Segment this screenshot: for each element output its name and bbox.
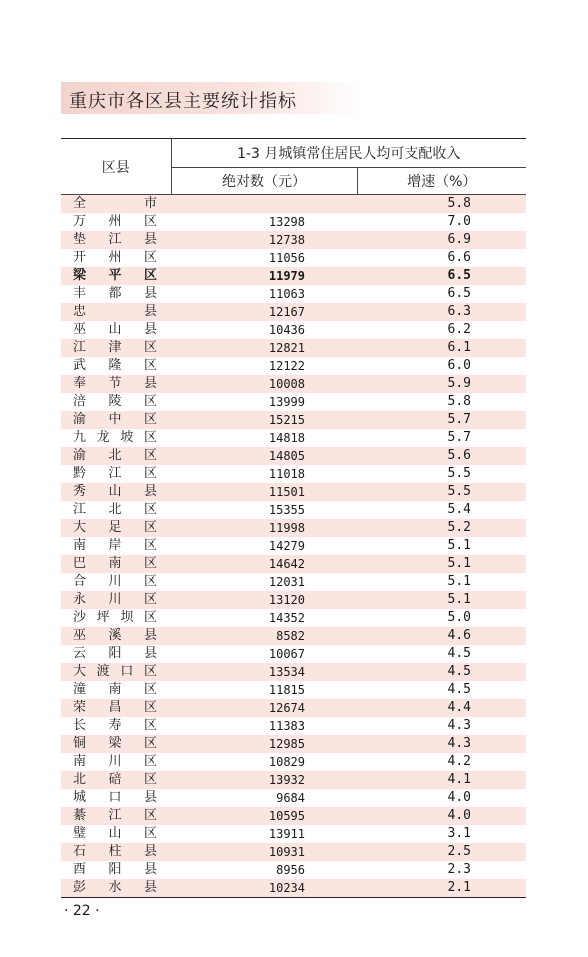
region-char: 山 xyxy=(108,484,122,499)
growth-rate-cell: 6.5 xyxy=(357,285,526,303)
region-char: 云 xyxy=(73,646,87,661)
region-char: 区 xyxy=(143,754,157,769)
absolute-income-cell: 13911 xyxy=(171,825,357,843)
region-char: 市 xyxy=(143,196,157,211)
table-row xyxy=(61,411,526,429)
growth-rate-cell: 4.3 xyxy=(357,717,526,735)
absolute-income-cell: 10829 xyxy=(171,753,357,771)
growth-rate-cell: 5.1 xyxy=(357,573,526,591)
growth-rate-cell: 4.6 xyxy=(357,627,526,645)
region-char: 渝 xyxy=(73,412,87,427)
growth-rate-cell: 6.2 xyxy=(357,321,526,339)
table-row xyxy=(61,681,526,699)
region-char: 城 xyxy=(73,790,87,805)
region-char: 口 xyxy=(120,664,134,679)
absolute-income-cell: 11998 xyxy=(171,519,357,537)
region-char: 区 xyxy=(143,556,157,571)
region-char: 川 xyxy=(108,592,122,607)
region-char: 县 xyxy=(143,646,157,661)
absolute-income-cell: 12738 xyxy=(171,231,357,249)
table-row xyxy=(61,825,526,843)
region-char: 碚 xyxy=(108,772,122,787)
growth-rate-cell: 4.5 xyxy=(357,645,526,663)
growth-rate-cell: 4.2 xyxy=(357,753,526,771)
region-char: 大 xyxy=(73,664,87,679)
absolute-income-cell: 14352 xyxy=(171,609,357,627)
header-income-group: 1-3 月城镇常住居民人均可支配收入 xyxy=(171,139,526,168)
region-char: 渡 xyxy=(96,664,110,679)
absolute-income-cell: 13932 xyxy=(171,771,357,789)
growth-rate-cell: 5.9 xyxy=(357,375,526,393)
region-char: 县 xyxy=(143,304,157,319)
growth-rate-cell: 4.4 xyxy=(357,699,526,717)
region-char: 区 xyxy=(143,736,157,751)
header-region: 区县 xyxy=(61,139,171,195)
absolute-income-cell: 11383 xyxy=(171,717,357,735)
region-cell xyxy=(61,645,171,663)
region-cell xyxy=(61,465,171,483)
region-cell xyxy=(61,825,171,843)
table-body xyxy=(61,195,526,898)
growth-rate-cell: 5.1 xyxy=(357,537,526,555)
region-cell xyxy=(61,393,171,411)
region-char: 潼 xyxy=(73,682,87,697)
table-row xyxy=(61,645,526,663)
table-row xyxy=(61,519,526,537)
region-char: 忠 xyxy=(73,304,87,319)
region-char: 北 xyxy=(73,772,87,787)
table-row xyxy=(61,789,526,807)
region-char: 山 xyxy=(108,826,122,841)
absolute-income-cell: 10436 xyxy=(171,321,357,339)
region-cell xyxy=(61,771,171,789)
region-char: 彭 xyxy=(73,880,87,895)
region-char: 州 xyxy=(108,214,122,229)
region-char: 南 xyxy=(108,682,122,697)
region-char: 隆 xyxy=(108,358,122,373)
absolute-income-cell: 15355 xyxy=(171,501,357,519)
table-row xyxy=(61,267,526,285)
region-char: 区 xyxy=(143,394,157,409)
region-char: 口 xyxy=(108,790,122,805)
region-char: 州 xyxy=(108,250,122,265)
region-char: 区 xyxy=(143,250,157,265)
growth-rate-cell: 5.7 xyxy=(357,411,526,429)
table-row xyxy=(61,627,526,645)
absolute-income-cell: 12122 xyxy=(171,357,357,375)
region-char: 区 xyxy=(143,592,157,607)
table-row xyxy=(61,483,526,501)
region-cell xyxy=(61,357,171,375)
absolute-income-cell: 10595 xyxy=(171,807,357,825)
region-char: 区 xyxy=(143,430,157,445)
region-char: 坝 xyxy=(120,610,134,625)
growth-rate-cell: 6.1 xyxy=(357,339,526,357)
region-cell xyxy=(61,267,171,285)
region-char: 梁 xyxy=(73,268,87,283)
table-row xyxy=(61,321,526,339)
region-cell xyxy=(61,447,171,465)
region-cell xyxy=(61,627,171,645)
absolute-income-cell: 11063 xyxy=(171,285,357,303)
growth-rate-cell: 5.5 xyxy=(357,465,526,483)
absolute-income-cell: 11815 xyxy=(171,681,357,699)
region-char: 县 xyxy=(143,484,157,499)
region-char: 荣 xyxy=(73,700,87,715)
region-char: 北 xyxy=(108,502,122,517)
region-cell xyxy=(61,501,171,519)
absolute-income-cell: 13298 xyxy=(171,213,357,231)
table-row xyxy=(61,339,526,357)
table-row xyxy=(61,609,526,627)
absolute-income-cell: 12031 xyxy=(171,573,357,591)
growth-rate-cell: 5.1 xyxy=(357,591,526,609)
region-char: 县 xyxy=(143,376,157,391)
region-char: 江 xyxy=(108,808,122,823)
absolute-income-cell: 14642 xyxy=(171,555,357,573)
region-char: 县 xyxy=(143,862,157,877)
region-char: 渝 xyxy=(73,448,87,463)
absolute-income-cell: 13120 xyxy=(171,591,357,609)
region-cell xyxy=(61,213,171,231)
absolute-income-cell: 14805 xyxy=(171,447,357,465)
region-cell xyxy=(61,555,171,573)
region-cell xyxy=(61,681,171,699)
region-char: 秀 xyxy=(73,484,87,499)
region-char: 区 xyxy=(143,574,157,589)
region-char: 县 xyxy=(143,322,157,337)
table-row xyxy=(61,537,526,555)
growth-rate-cell: 5.2 xyxy=(357,519,526,537)
region-char: 巫 xyxy=(73,628,87,643)
absolute-income-cell: 10067 xyxy=(171,645,357,663)
absolute-income-cell: 13999 xyxy=(171,393,357,411)
region-cell xyxy=(61,591,171,609)
region-char: 柱 xyxy=(108,844,122,859)
region-char: 龙 xyxy=(96,430,110,445)
statistics-table xyxy=(61,138,526,898)
absolute-income-cell: 12167 xyxy=(171,303,357,321)
region-char: 奉 xyxy=(73,376,87,391)
table-row xyxy=(61,231,526,249)
region-char: 区 xyxy=(143,466,157,481)
region-cell xyxy=(61,717,171,735)
table-row xyxy=(61,735,526,753)
region-char: 阳 xyxy=(108,862,122,877)
region-cell xyxy=(61,789,171,807)
table-row xyxy=(61,357,526,375)
growth-rate-cell: 5.1 xyxy=(357,555,526,573)
region-char: 陵 xyxy=(108,394,122,409)
region-char: 中 xyxy=(108,412,122,427)
region-char: 开 xyxy=(73,250,87,265)
region-char: 璧 xyxy=(73,826,87,841)
region-char: 万 xyxy=(73,214,87,229)
table-row xyxy=(61,465,526,483)
growth-rate-cell: 4.5 xyxy=(357,663,526,681)
region-char xyxy=(108,195,121,213)
region-char: 北 xyxy=(108,448,122,463)
growth-rate-cell: 3.1 xyxy=(357,825,526,843)
region-char: 垫 xyxy=(73,232,87,247)
table-row xyxy=(61,447,526,465)
region-char: 区 xyxy=(143,412,157,427)
region-char: 溪 xyxy=(108,628,122,643)
region-char: 县 xyxy=(143,844,157,859)
table-row xyxy=(61,249,526,267)
region-cell xyxy=(61,663,171,681)
region-char: 合 xyxy=(73,574,87,589)
region-char: 区 xyxy=(143,268,157,283)
region-char: 丰 xyxy=(73,286,87,301)
absolute-income-cell: 11056 xyxy=(171,249,357,267)
region-char: 县 xyxy=(143,880,157,895)
region-char: 长 xyxy=(73,718,87,733)
growth-rate-cell: 6.0 xyxy=(357,357,526,375)
region-char: 江 xyxy=(108,232,122,247)
growth-rate-cell: 4.0 xyxy=(357,789,526,807)
region-char: 区 xyxy=(143,700,157,715)
absolute-income-cell: 11501 xyxy=(171,483,357,501)
table-row xyxy=(61,843,526,861)
region-char: 川 xyxy=(108,754,122,769)
region-cell xyxy=(61,321,171,339)
region-cell xyxy=(61,429,171,447)
region-cell xyxy=(61,573,171,591)
region-char: 坪 xyxy=(96,610,110,625)
growth-rate-cell: 7.0 xyxy=(357,213,526,231)
region-char: 区 xyxy=(143,448,157,463)
growth-rate-cell: 5.4 xyxy=(357,501,526,519)
table-row xyxy=(61,429,526,447)
region-cell xyxy=(61,195,171,214)
region-cell xyxy=(61,807,171,825)
region-char: 节 xyxy=(108,376,122,391)
region-char: 区 xyxy=(143,826,157,841)
region-cell xyxy=(61,879,171,898)
region-char: 大 xyxy=(73,520,87,535)
region-char: 县 xyxy=(143,790,157,805)
growth-rate-cell: 5.5 xyxy=(357,483,526,501)
region-cell xyxy=(61,609,171,627)
region-char: 县 xyxy=(143,232,157,247)
region-char: 水 xyxy=(108,880,122,895)
region-char: 江 xyxy=(73,502,87,517)
growth-rate-cell: 5.8 xyxy=(357,195,526,214)
absolute-income-cell: 13534 xyxy=(171,663,357,681)
region-char: 寿 xyxy=(108,718,122,733)
region-cell xyxy=(61,303,171,321)
region-char: 南 xyxy=(73,538,87,553)
region-char: 酉 xyxy=(73,862,87,877)
growth-rate-cell: 4.5 xyxy=(357,681,526,699)
region-char: 南 xyxy=(73,754,87,769)
region-char: 山 xyxy=(108,322,122,337)
region-cell xyxy=(61,411,171,429)
region-char: 巫 xyxy=(73,322,87,337)
table-row xyxy=(61,861,526,879)
region-char: 区 xyxy=(143,358,157,373)
region-char: 江 xyxy=(73,340,87,355)
region-char: 区 xyxy=(143,502,157,517)
header-growth-rate: 增速（%） xyxy=(357,168,526,195)
region-char: 石 xyxy=(73,844,87,859)
region-char: 涪 xyxy=(73,394,87,409)
region-char: 岸 xyxy=(108,538,122,553)
table-row xyxy=(61,303,526,321)
region-char: 县 xyxy=(143,628,157,643)
table-row xyxy=(61,285,526,303)
region-char: 阳 xyxy=(108,646,122,661)
table-row xyxy=(61,591,526,609)
growth-rate-cell: 4.1 xyxy=(357,771,526,789)
growth-rate-cell: 2.5 xyxy=(357,843,526,861)
region-char: 区 xyxy=(143,610,157,625)
growth-rate-cell: 6.9 xyxy=(357,231,526,249)
region-char: 区 xyxy=(143,718,157,733)
region-char: 津 xyxy=(108,340,122,355)
absolute-income-cell: 15215 xyxy=(171,411,357,429)
region-cell xyxy=(61,753,171,771)
absolute-income-cell: 11018 xyxy=(171,465,357,483)
region-char: 坡 xyxy=(120,430,134,445)
absolute-income-cell: 11979 xyxy=(171,267,357,285)
table-row xyxy=(61,771,526,789)
region-cell xyxy=(61,231,171,249)
region-char: 巴 xyxy=(73,556,87,571)
absolute-income-cell: 12985 xyxy=(171,735,357,753)
growth-rate-cell: 5.6 xyxy=(357,447,526,465)
region-char: 武 xyxy=(73,358,87,373)
region-cell xyxy=(61,519,171,537)
region-cell xyxy=(61,339,171,357)
region-char: 九 xyxy=(73,430,87,445)
region-char: 区 xyxy=(143,214,157,229)
region-cell xyxy=(61,483,171,501)
growth-rate-cell: 6.3 xyxy=(357,303,526,321)
table-row xyxy=(61,717,526,735)
region-char: 县 xyxy=(143,286,157,301)
growth-rate-cell: 2.1 xyxy=(357,879,526,898)
absolute-income-cell: 9684 xyxy=(171,789,357,807)
growth-rate-cell: 5.7 xyxy=(357,429,526,447)
growth-rate-cell: 5.8 xyxy=(357,393,526,411)
table-row xyxy=(61,573,526,591)
region-cell xyxy=(61,249,171,267)
growth-rate-cell: 2.3 xyxy=(357,861,526,879)
page-number: · 22 · xyxy=(64,903,100,919)
table-row xyxy=(61,699,526,717)
table-row xyxy=(61,213,526,231)
absolute-income-cell xyxy=(171,195,357,214)
region-char: 江 xyxy=(108,466,122,481)
absolute-income-cell: 10008 xyxy=(171,375,357,393)
region-char: 区 xyxy=(143,682,157,697)
table-row xyxy=(61,879,526,898)
absolute-income-cell: 10931 xyxy=(171,843,357,861)
region-cell xyxy=(61,843,171,861)
growth-rate-cell: 6.6 xyxy=(357,249,526,267)
absolute-income-cell: 8582 xyxy=(171,627,357,645)
table-row xyxy=(61,393,526,411)
absolute-income-cell: 8956 xyxy=(171,861,357,879)
region-cell xyxy=(61,699,171,717)
region-char: 区 xyxy=(143,340,157,355)
region-char: 綦 xyxy=(73,808,87,823)
region-char: 铜 xyxy=(73,736,87,751)
growth-rate-cell: 4.0 xyxy=(357,807,526,825)
region-char: 区 xyxy=(143,772,157,787)
region-char: 都 xyxy=(108,286,122,301)
region-char: 平 xyxy=(108,268,122,283)
region-cell xyxy=(61,861,171,879)
title-banner xyxy=(61,82,365,114)
table-row xyxy=(61,375,526,393)
region-char: 区 xyxy=(143,664,157,679)
absolute-income-cell: 12674 xyxy=(171,699,357,717)
absolute-income-cell: 10234 xyxy=(171,879,357,898)
table-row xyxy=(61,195,526,214)
region-char: 川 xyxy=(108,574,122,589)
growth-rate-cell: 5.0 xyxy=(357,609,526,627)
region-char: 梁 xyxy=(108,736,122,751)
page-title: 重庆市各区县主要统计指标 xyxy=(69,91,297,112)
absolute-income-cell: 14279 xyxy=(171,537,357,555)
region-char: 足 xyxy=(108,520,122,535)
region-char: 南 xyxy=(108,556,122,571)
region-char: 昌 xyxy=(108,700,122,715)
absolute-income-cell: 12821 xyxy=(171,339,357,357)
region-char: 区 xyxy=(143,520,157,535)
region-char: 区 xyxy=(143,808,157,823)
region-cell xyxy=(61,735,171,753)
region-char: 永 xyxy=(73,592,87,607)
region-cell xyxy=(61,537,171,555)
table-row xyxy=(61,807,526,825)
region-cell xyxy=(61,285,171,303)
table-row xyxy=(61,753,526,771)
region-cell xyxy=(61,375,171,393)
region-char: 黔 xyxy=(73,466,87,481)
table-row xyxy=(61,501,526,519)
growth-rate-cell: 4.3 xyxy=(357,735,526,753)
header-absolute: 绝对数（元） xyxy=(171,168,357,195)
region-char xyxy=(108,303,121,321)
absolute-income-cell: 14818 xyxy=(171,429,357,447)
growth-rate-cell: 6.5 xyxy=(357,267,526,285)
table-row xyxy=(61,555,526,573)
region-char: 区 xyxy=(143,538,157,553)
region-char: 沙 xyxy=(73,610,87,625)
region-char: 全 xyxy=(73,196,87,211)
table-row xyxy=(61,663,526,681)
